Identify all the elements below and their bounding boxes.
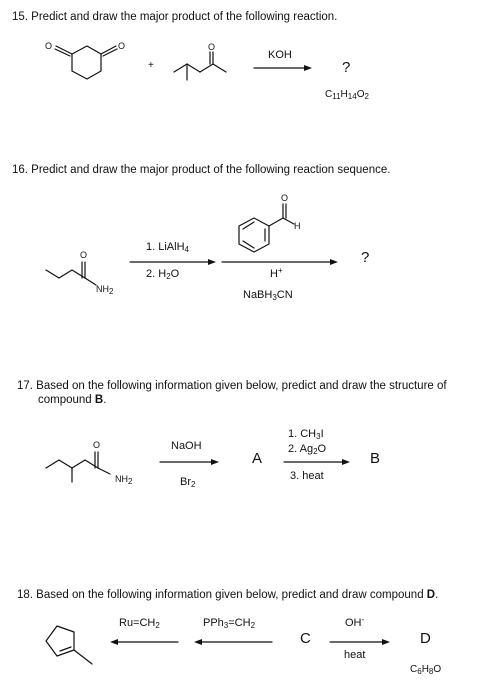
q16-prompt: 16. Predict and draw the major product of the following reaction sequence. (12, 164, 391, 176)
q15-prompt: 15. Predict and draw the major product of the following reaction. (12, 11, 338, 23)
q17-intermediate-a: A (252, 450, 263, 467)
q17-product-b: B (370, 450, 381, 467)
q16-step1-lialh4: 1. LiAlH$_4$ (146, 241, 189, 254)
q15-plus-sign: + (148, 60, 154, 71)
q17-compound-b-ref: B (94, 394, 104, 406)
q16-amide-oxygen: O (80, 250, 88, 260)
q17-prompt-line1: 17. Based on the following information given below, predict and draw the structure of (17, 380, 447, 392)
q15-product-question-mark: ? (342, 59, 351, 76)
q18-prompt: 18. Based on the following information given below, predict and draw compound D. (17, 589, 439, 601)
methylcyclopentene-structure (46, 626, 92, 664)
q16-aldehyde-oxygen: O (281, 193, 289, 203)
q15-oxygen-label-1: O (45, 41, 53, 51)
q15-product-formula: $C_{11}H_{14}O_2$ (325, 89, 369, 101)
q17-amide-nh2: $NH_2$ (115, 474, 133, 486)
q18-compound-c: C (300, 630, 311, 647)
q18-arrow-left-1 (110, 639, 178, 645)
q17-step3-heat: 3. heat (290, 470, 324, 482)
q18-reagent-hydroxide: OH- (345, 615, 365, 629)
q16-aldehyde-hydrogen: H (294, 221, 301, 231)
q18-compound-d-ref: D (426, 589, 436, 601)
q18-reagent-ru-ch2: $Ru=CH_2$ (119, 617, 160, 630)
q18-reagent-heat: heat (344, 649, 366, 661)
q17-amide-oxygen: O (93, 440, 101, 450)
q17-step1-ch3i: 1. $CH_3I$ (288, 428, 324, 441)
q15-reagent-koh: KOH (268, 49, 292, 61)
q17-reagent-naoh: NaOH (171, 440, 202, 452)
q16-product-question-mark: ? (361, 249, 370, 266)
q16-acid-catalyst: H+ (270, 266, 283, 280)
q18-arrow-left-2 (194, 639, 272, 645)
q15-oxygen-label-2: O (118, 41, 126, 51)
q18-compound-d: D (420, 630, 431, 647)
q17-prompt-line2: compound B. (38, 394, 107, 406)
q15-oxygen-label-3: O (208, 42, 216, 52)
q16-step2-h2o: 2. $H_2O$ (146, 268, 180, 281)
q18-arrow-right (330, 639, 390, 645)
q18-reagent-pph3-ch2: $PPh_3=CH_2$ (203, 617, 256, 630)
q17-reagent-br2: $Br_2$ (180, 476, 196, 489)
q16-reductant-nabh3cn: NaBH$_3$CN (243, 289, 293, 302)
q16-amide-nh2: $NH_2$ (96, 284, 114, 296)
q18-formula-d: $C_6H_8O$ (410, 664, 442, 676)
q17-step2-ag2o: 2. $Ag_2O$ (288, 443, 327, 456)
